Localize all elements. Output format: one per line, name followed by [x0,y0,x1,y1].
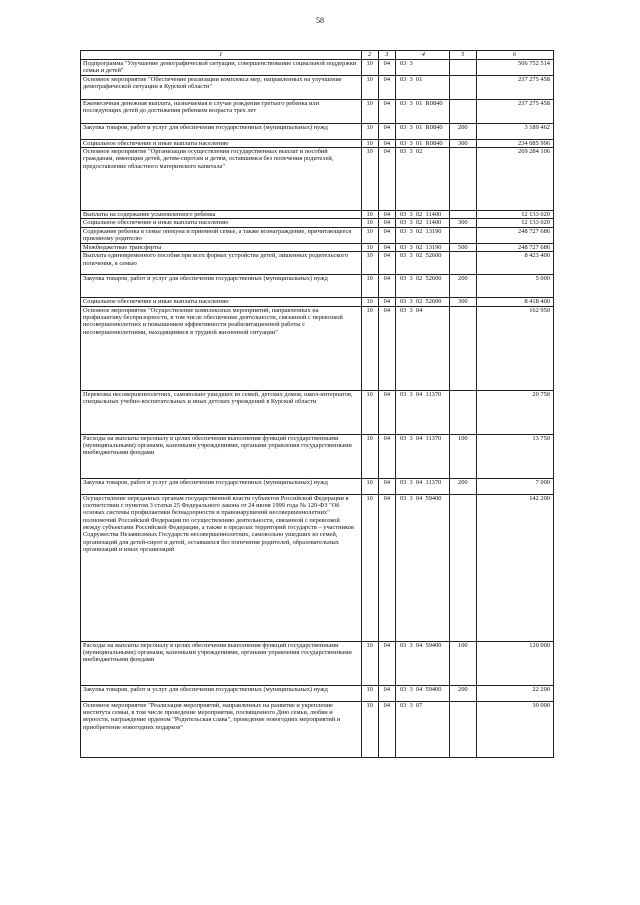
row-section: 10 [361,211,378,219]
header-col-1: 1 [81,51,362,60]
row-section: 10 [361,60,378,76]
row-expense-type: 300 [449,139,476,147]
row-expense-type [449,227,476,243]
row-expense-type: 300 [449,219,476,227]
row-program-code: 03 3 02 [395,148,449,211]
row-amount: 162 950 [476,306,553,390]
row-amount: 30 000 [476,701,553,757]
row-expense-type [449,701,476,757]
row-expense-type [449,390,476,434]
row-amount: 3 189 462 [476,123,553,139]
row-name: Основное мероприятие "Реализация мероприятий, направленных на развитие и укрепление института семьи, в том числе проведение мероприятия, посвященного Дню семьи, любви и верности, награждение орденом "Родительская слава", проведение новогодних мероприятий и приобретение новогодних подарков" [81,701,362,757]
row-expense-type [449,252,476,275]
row-section: 10 [361,478,378,494]
row-name: Закупка товаров, работ и услуг для обеспечения государственных (муниципальных) нужд [81,123,362,139]
table-row [81,434,554,478]
row-expense-type: 300 [449,298,476,306]
row-program-code: 03 3 02 52600 [395,252,449,275]
row-amount: 506 752 514 [476,60,553,76]
row-name: Выплаты на содержание усыновленного ребенка [81,211,362,219]
row-amount: 20 750 [476,390,553,434]
row-expense-type: 100 [449,641,476,685]
row-program-code: 03 3 04 11370 [395,434,449,478]
row-subsection: 04 [378,219,395,227]
row-section: 10 [361,494,378,641]
row-program-code: 03 3 07 [395,701,449,757]
row-section: 10 [361,219,378,227]
row-amount: 237 275 458 [476,75,553,99]
row-subsection: 04 [378,275,395,298]
header-col-6: 6 [476,51,553,60]
row-program-code: 03 3 04 59400 [395,641,449,685]
row-amount: 13 750 [476,434,553,478]
row-subsection: 04 [378,298,395,306]
row-name: Расходы на выплаты персоналу в целях обеспечения выполнения функций государственными (муниципальными) органами, казенными учреждениями, органами управления государственными внебюджетными фондами [81,434,362,478]
row-name: Основное мероприятие "Организация осуществления государственных выплат и пособий гражданам, имеющим детей, детям-сиротам и детям, оставшимся без попечения родителей, предоставление областного материнского капитала" [81,148,362,211]
row-section: 10 [361,298,378,306]
row-section: 10 [361,701,378,757]
row-section: 10 [361,434,378,478]
row-section: 10 [361,148,378,211]
row-program-code: 03 3 02 13190 [395,243,449,251]
row-expense-type: 500 [449,243,476,251]
row-subsection: 04 [378,139,395,147]
row-expense-type: 200 [449,123,476,139]
row-program-code: 03 3 01 R0840 [395,139,449,147]
table-row [81,306,554,390]
table-row [81,701,554,757]
row-expense-type [449,306,476,390]
row-name: Закупка товаров, работ и услуг для обеспечения государственных (муниципальных) нужд [81,685,362,701]
row-subsection: 04 [378,478,395,494]
row-section: 10 [361,641,378,685]
row-section: 10 [361,685,378,701]
row-expense-type: 200 [449,685,476,701]
row-name: Основное мероприятие "Обеспечение реализации комплекса мер, направленных на улучшение демографической ситуации в Курской области" [81,75,362,99]
row-expense-type: 200 [449,275,476,298]
table-row [81,60,554,76]
row-subsection: 04 [378,252,395,275]
table-row [81,275,554,298]
row-program-code: 03 3 02 11400 [395,211,449,219]
header-col-4: 4 [395,51,449,60]
row-amount: 248 727 686 [476,227,553,243]
row-subsection: 04 [378,434,395,478]
row-subsection: 04 [378,641,395,685]
row-name: Закупка товаров, работ и услуг для обеспечения государственных (муниципальных) нужд [81,275,362,298]
row-expense-type [449,494,476,641]
row-amount: 5 000 [476,275,553,298]
row-amount: 120 000 [476,641,553,685]
row-subsection: 04 [378,123,395,139]
table-row [81,227,554,243]
row-subsection: 04 [378,148,395,211]
row-section: 10 [361,252,378,275]
header-col-5: 5 [449,51,476,60]
table-row [81,685,554,701]
row-amount: 12 133 020 [476,211,553,219]
header-col-2: 2 [361,51,378,60]
row-subsection: 04 [378,494,395,641]
table-row [81,148,554,211]
row-section: 10 [361,123,378,139]
table-row [81,641,554,685]
row-name: Осуществление переданных органам государственной власти субъектов Российской Федерации в соответствии с пунктом 3 статьи 25 Федерального закона от 24 июня 1999 года № 120-ФЗ "Об основах системы профилактики безнадзорности и правонарушений несовершеннолетних" полномочий Российской Федерации по осуществлению деятельности, связанной с перевозкой между субъектами Российской Федерации, а также в пределах территорий государств – участников Содружества Независимых Государств несовершеннолетних, самовольно ушедших из семей, организаций для детей-сирот и детей, оставшихся без попечения родителей, образовательных организаций и иных организаций [81,494,362,641]
table-row [81,219,554,227]
table-header-row [81,51,554,60]
table-row [81,123,554,139]
row-expense-type: 100 [449,434,476,478]
row-program-code: 03 3 04 11370 [395,478,449,494]
row-amount: 7 000 [476,478,553,494]
row-program-code: 03 3 01 [395,75,449,99]
row-program-code: 03 3 01 R0840 [395,123,449,139]
row-subsection: 04 [378,99,395,123]
row-program-code: 03 3 02 52600 [395,275,449,298]
row-subsection: 04 [378,211,395,219]
table-row [81,243,554,251]
row-expense-type [449,148,476,211]
header-col-3: 3 [378,51,395,60]
row-section: 10 [361,75,378,99]
row-program-code: 03 3 04 11370 [395,390,449,434]
row-section: 10 [361,275,378,298]
row-name: Социальное обеспечение и иные выплаты населению [81,298,362,306]
row-subsection: 04 [378,390,395,434]
row-expense-type [449,60,476,76]
row-expense-type [449,75,476,99]
row-subsection: 04 [378,306,395,390]
row-section: 10 [361,139,378,147]
row-program-code: 03 3 04 59400 [395,494,449,641]
row-section: 10 [361,306,378,390]
row-amount: 248 727 686 [476,243,553,251]
row-name: Расходы на выплаты персоналу в целях обеспечения выполнения функций государственными (муниципальными) органами, казенными учреждениями, органами управления государственными внебюджетными фондами [81,641,362,685]
row-name: Межбюджетные трансферты [81,243,362,251]
table-row [81,211,554,219]
row-subsection: 04 [378,75,395,99]
budget-table [80,50,554,758]
row-subsection: 04 [378,227,395,243]
row-amount: 237 275 458 [476,99,553,123]
row-section: 10 [361,227,378,243]
row-name: Ежемесячная денежная выплата, назначаемая в случае рождения третьего ребенка или последующих детей до достижения ребенком возраста трех лет [81,99,362,123]
row-subsection: 04 [378,60,395,76]
row-program-code: 03 3 04 [395,306,449,390]
row-name: Основное мероприятие "Осуществление комплексных мероприятий, направленных на профилактику беспризорности, в том числе обеспечение деятельности, связанной с перевозкой несовершеннолетних и повышением эффективности реабилитационной работы с несовершеннолетними, находящимися в трудной жизненной ситуации" [81,306,362,390]
row-expense-type [449,211,476,219]
row-program-code: 03 3 04 59400 [395,685,449,701]
row-section: 10 [361,99,378,123]
table-row [81,390,554,434]
row-amount: 234 085 996 [476,139,553,147]
row-amount: 22 200 [476,685,553,701]
table-row [81,252,554,275]
row-section: 10 [361,390,378,434]
row-name: Выплата единовременного пособия при всех формах устройства детей, лишенных родительского попечения, в семью [81,252,362,275]
row-program-code: 03 3 02 52600 [395,298,449,306]
table-row [81,139,554,147]
row-name: Подпрограмма "Улучшение демографической ситуации, совершенствование социальной поддержки семьи и детей" [81,60,362,76]
table-row [81,99,554,123]
row-program-code: 03 3 [395,60,449,76]
row-amount: 8 418 400 [476,298,553,306]
row-subsection: 04 [378,243,395,251]
row-name: Перевозка несовершеннолетних, самовольно ушедших из семей, детских домов, школ-интернатов, специальных учебно-воспитательных и иных детских учреждений в Курской области [81,390,362,434]
row-name: Закупка товаров, работ и услуг для обеспечения государственных (муниципальных) нужд [81,478,362,494]
row-name: Социальное обеспечение и иные выплаты населению [81,219,362,227]
page-number: 58 [316,16,324,25]
table-row [81,494,554,641]
row-expense-type [449,99,476,123]
table-row [81,75,554,99]
row-program-code: 03 3 02 13190 [395,227,449,243]
row-name: Содержание ребенка в семье опекуна и приемной семье, а также вознаграждение, причитающееся приемному родителю [81,227,362,243]
row-amount: 269 284 106 [476,148,553,211]
row-amount: 8 423 400 [476,252,553,275]
table-row [81,478,554,494]
row-amount: 12 133 020 [476,219,553,227]
row-program-code: 03 3 02 11400 [395,219,449,227]
row-name: Социальное обеспечение и иные выплаты населению [81,139,362,147]
row-program-code: 03 3 01 R0840 [395,99,449,123]
row-amount: 142 200 [476,494,553,641]
table-row [81,298,554,306]
row-expense-type: 200 [449,478,476,494]
row-subsection: 04 [378,701,395,757]
row-subsection: 04 [378,685,395,701]
row-section: 10 [361,243,378,251]
